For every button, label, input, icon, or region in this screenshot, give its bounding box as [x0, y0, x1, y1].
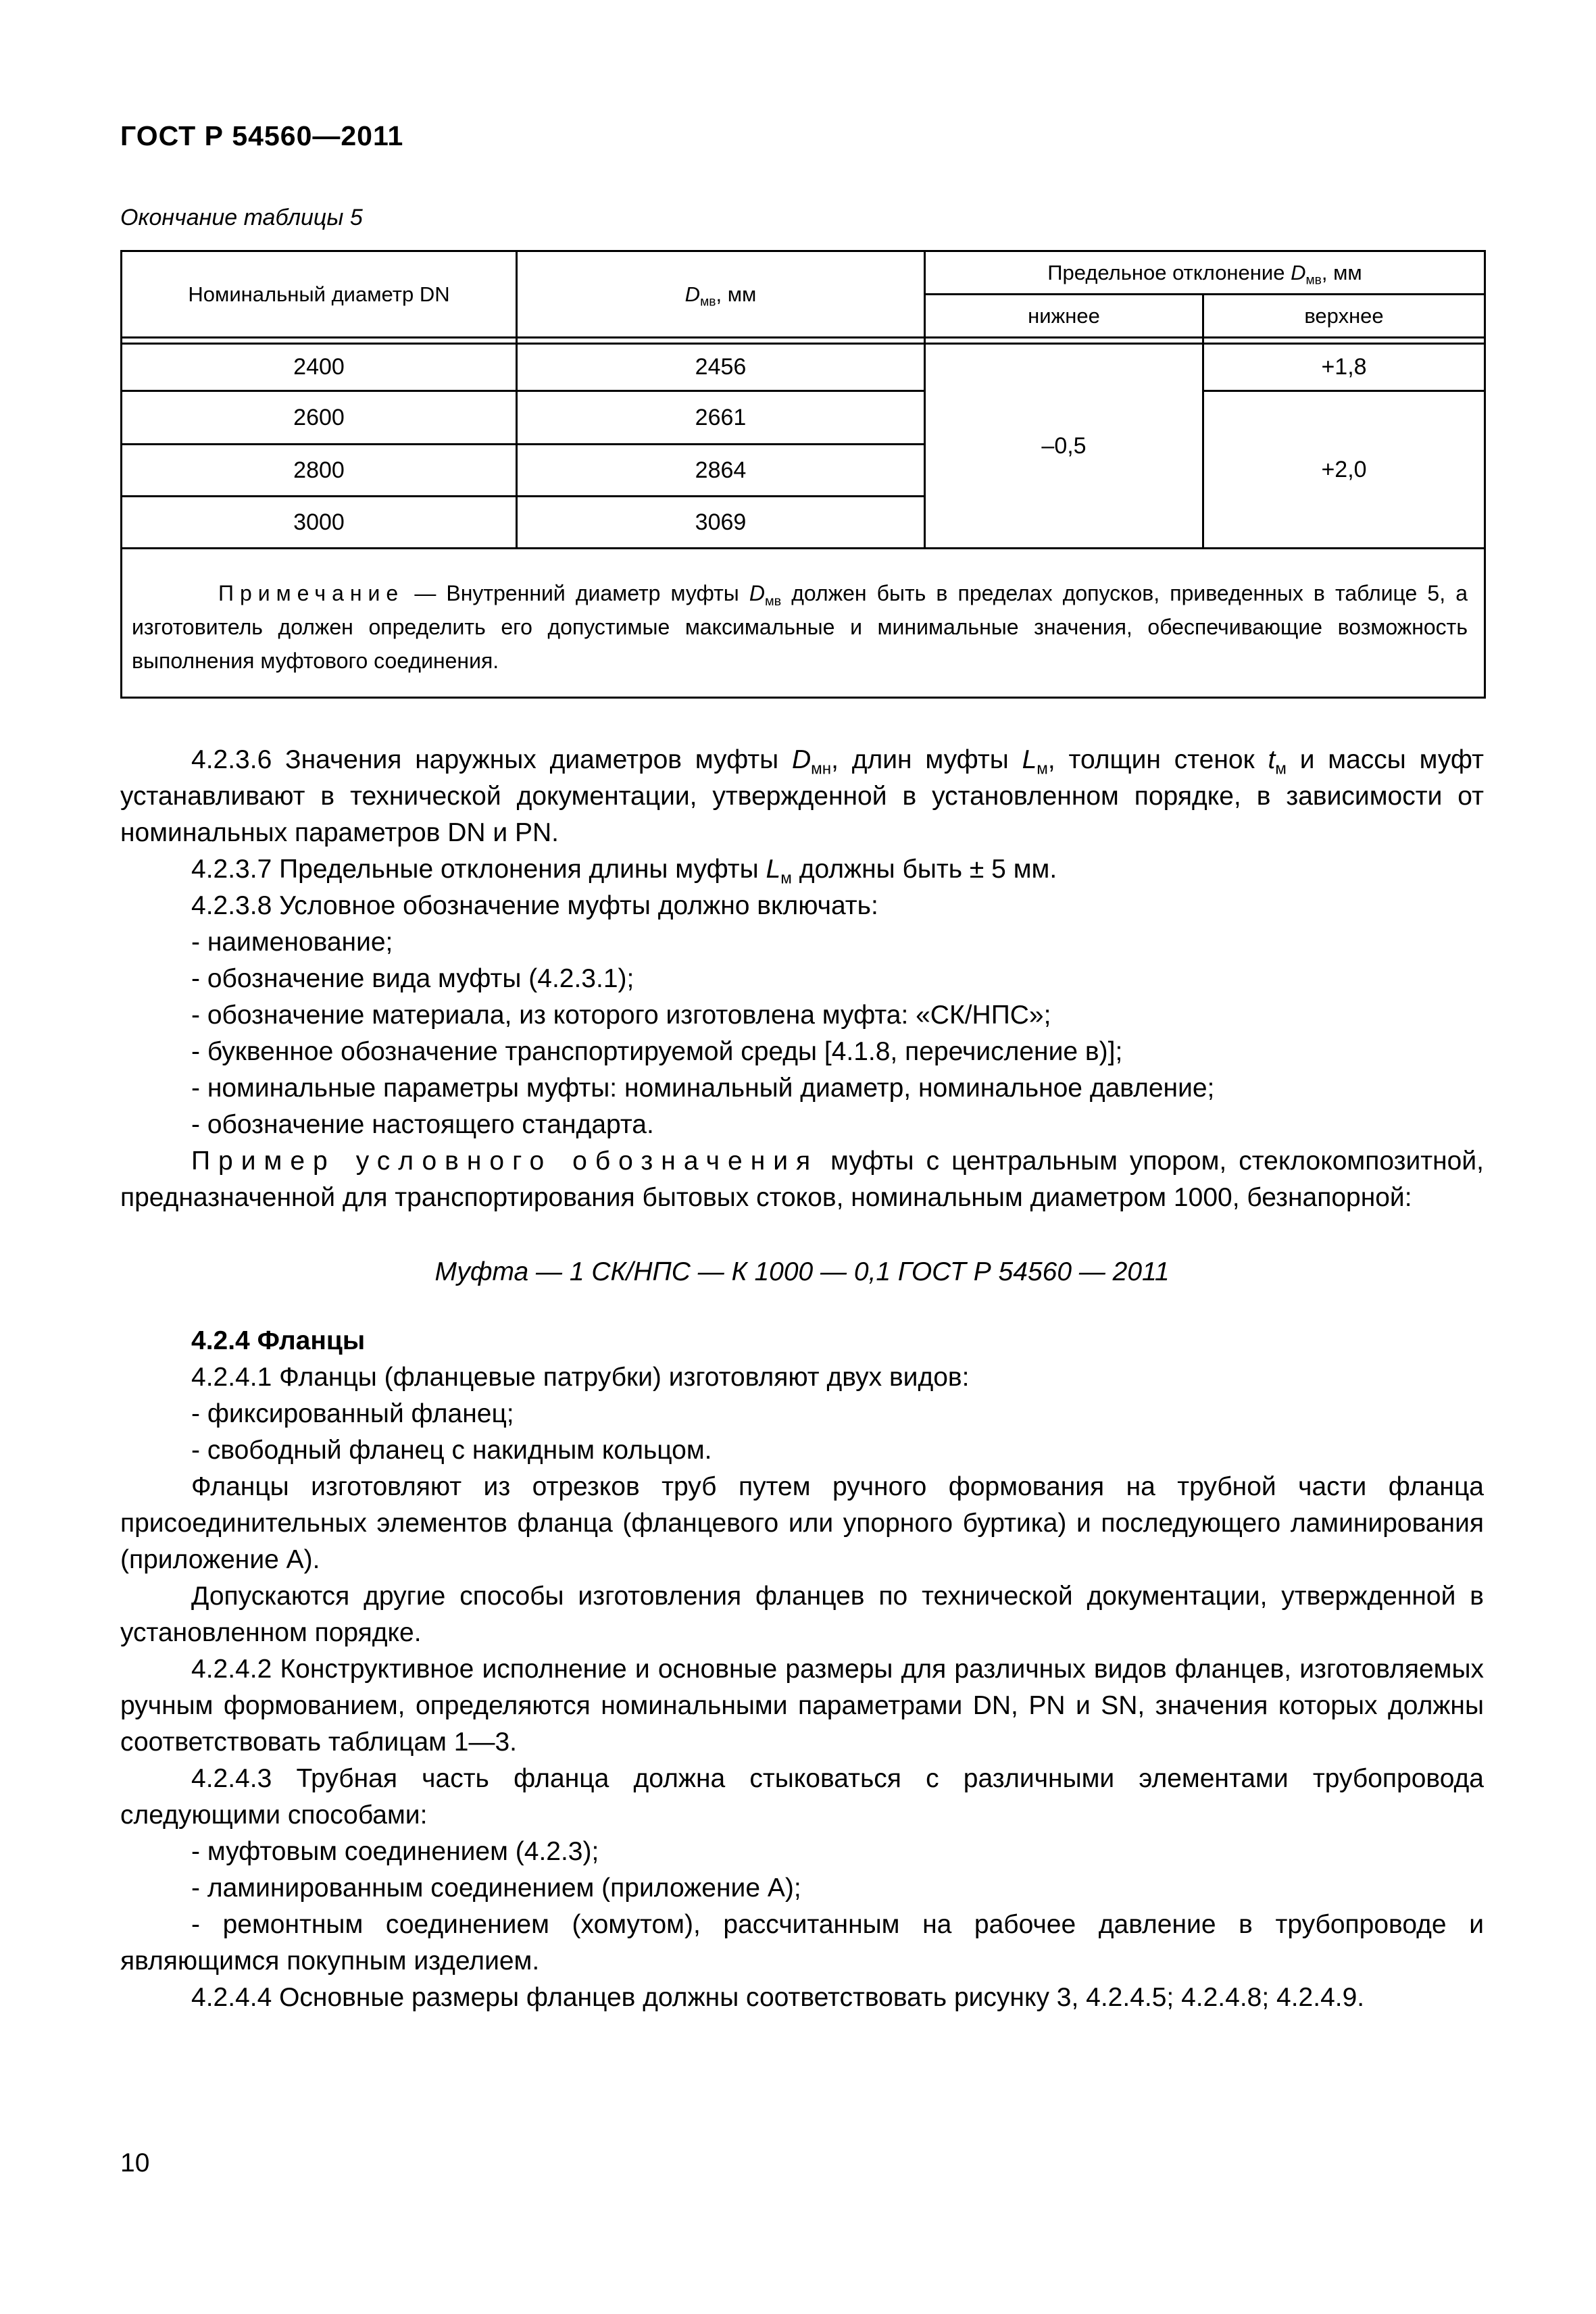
note-dash: — Внутренний диаметр муфты: [404, 581, 749, 605]
table-5-end: [120, 250, 1484, 711]
header-nominal-diameter: Номинальный диаметр DN: [122, 251, 517, 338]
list-item: - ремонтным соединением (хомутом), рассчитанным на рабочее давление в трубопроводе и являющимся покупным изделием.: [120, 1910, 1484, 1976]
header-d-subscript: мв: [700, 295, 716, 309]
list-item: - буквенное обозначение транспортируемой среды [4.1.8, перечисление в)];: [191, 1037, 1123, 1066]
note-d-subscript: мв: [764, 593, 782, 609]
cell-dn: 2600: [122, 391, 517, 445]
paragraph-4-2-3-8: 4.2.3.8 Условное обозначение муфты должно включать:: [191, 891, 878, 920]
list-item: - ламинированным соединением (приложение А);: [191, 1873, 801, 1903]
dimensions-table: [120, 250, 1486, 699]
paragraph-4-2-4-1: 4.2.4.1 Фланцы (фланцевые патрубки) изготовляют двух видов:: [191, 1363, 970, 1392]
header-d-unit: , мм: [716, 282, 757, 306]
list-item: - наименование;: [191, 928, 393, 957]
paragraph-4-2-4-3: 4.2.4.3 Трубная часть фланца должна стыковаться с различными элементами трубопровода следующими способами:: [120, 1764, 1484, 1830]
header-deviation-unit: , мм: [1321, 260, 1362, 284]
example-paragraph: [120, 1143, 1484, 1216]
list-item: - свободный фланец с накидным кольцом.: [191, 1436, 712, 1465]
cell-d-mv: 2864: [517, 445, 925, 497]
paragraph-4-2-3-7: 4.2.3.7 Предельные отклонения длины муфты $L_м$ должны быть ± 5 мм.: [191, 855, 1057, 888]
note-lead: Примечание: [218, 581, 405, 605]
paragraph-flanges-manufacture: Фланцы изготовляют из отрезков труб путем ручного формования на трубной части фланца присоединительных элементов фланца (фланцевого или упорного буртика) и последующего ламинирования (приложение А).: [120, 1472, 1484, 1574]
section-title-flanges: 4.2.4 Фланцы: [191, 1326, 366, 1355]
list-item: - обозначение настоящего стандарта.: [191, 1110, 654, 1139]
header-deviation-subscript: мв: [1305, 273, 1322, 288]
cell-upper-deviation-1: +1,8: [1203, 344, 1485, 391]
paragraph-4-2-3-6: 4.2.3.6 Значения наружных диаметров муфты $D_{мн}$, длин муфты $L_м$, толщин стенок $t_м$ и массы муфт устанавливают в технической документации, утвержденной в установленном порядке, в зависимости от номинальных параметров DN и PN.: [120, 745, 1485, 847]
cell-dn: 2800: [122, 445, 517, 497]
list-item: - муфтовым соединением (4.2.3);: [191, 1837, 599, 1866]
header-d-mv: [517, 251, 925, 338]
table-caption: Окончание таблицы 5: [120, 205, 363, 230]
cell-d-mv: 3069: [517, 497, 925, 549]
header-lower: нижнее: [925, 295, 1203, 338]
header-deviation-prefix: Предельное отклонение: [1047, 260, 1291, 284]
table-note: [122, 549, 1485, 698]
note-d-symbol: D: [749, 581, 765, 605]
header-upper: верхнее: [1203, 295, 1485, 338]
list-item: - обозначение вида муфты (4.2.3.1);: [191, 964, 634, 993]
header-d-symbol: D: [684, 282, 701, 306]
body-text: [120, 742, 1484, 2016]
list-item: - обозначение материала, из которого изготовлена муфта: «СК/НПС»;: [191, 1001, 1051, 1030]
table-row: [122, 344, 1485, 391]
list-item: - номинальные параметры муфты: номинальный диаметр, номинальное давление;: [191, 1074, 1215, 1103]
standard-header: ГОСТ Р 54560—2011: [120, 120, 404, 151]
table-header-gap: [122, 338, 1485, 344]
example-formula: Муфта — 1 СК/НПС — К 1000 — 0,1 ГОСТ Р 54560 — 2011: [434, 1257, 1170, 1286]
paragraph-flanges-other-methods: Допускаются другие способы изготовления фланцев по технической документации, утвержденной в установленном порядке.: [120, 1582, 1484, 1647]
header-limit-deviation: [925, 251, 1485, 295]
cell-dn: 2400: [122, 344, 517, 391]
table-note-row: [122, 549, 1485, 698]
paragraph-4-2-4-2: 4.2.4.2 Конструктивное исполнение и основные размеры для различных видов фланцев, изготовляемых ручным формованием, определяются номинальными параметрами DN, PN и SN, значения которых должны соответствовать таблицам 1—3.: [120, 1655, 1484, 1757]
example-text: муфты с центральным упором, стеклокомпозитной, предназначенной для транспортирования бытовых стоков, номинальным диаметром 1000, безнапорной:: [120, 1147, 1484, 1212]
table-header-row: [122, 251, 1485, 295]
page-number: 10: [120, 2148, 150, 2178]
cell-upper-deviation-2: +2,0: [1203, 391, 1485, 549]
paragraph-4-2-4-4: 4.2.4.4 Основные размеры фланцев должны соответствовать рисунку 3, 4.2.4.5; 4.2.4.8; 4.2.4.9.: [191, 1983, 1365, 2012]
cell-dn: 3000: [122, 497, 517, 549]
cell-d-mv: 2661: [517, 391, 925, 445]
cell-d-mv: 2456: [517, 344, 925, 391]
table-row: [122, 391, 1485, 445]
cell-lower-deviation: –0,5: [925, 344, 1203, 549]
header-deviation-d-symbol: D: [1291, 260, 1306, 284]
example-lead: Пример условного обозначения: [191, 1147, 819, 1176]
note-text: должен быть в пределах допусков, приведенных в таблице 5, а изготовитель должен определить его допустимые максимальные и минимальные значения, обеспечивающие возможность выполнения муфтового соединения.: [132, 581, 1468, 673]
list-item: - фиксированный фланец;: [191, 1399, 514, 1428]
